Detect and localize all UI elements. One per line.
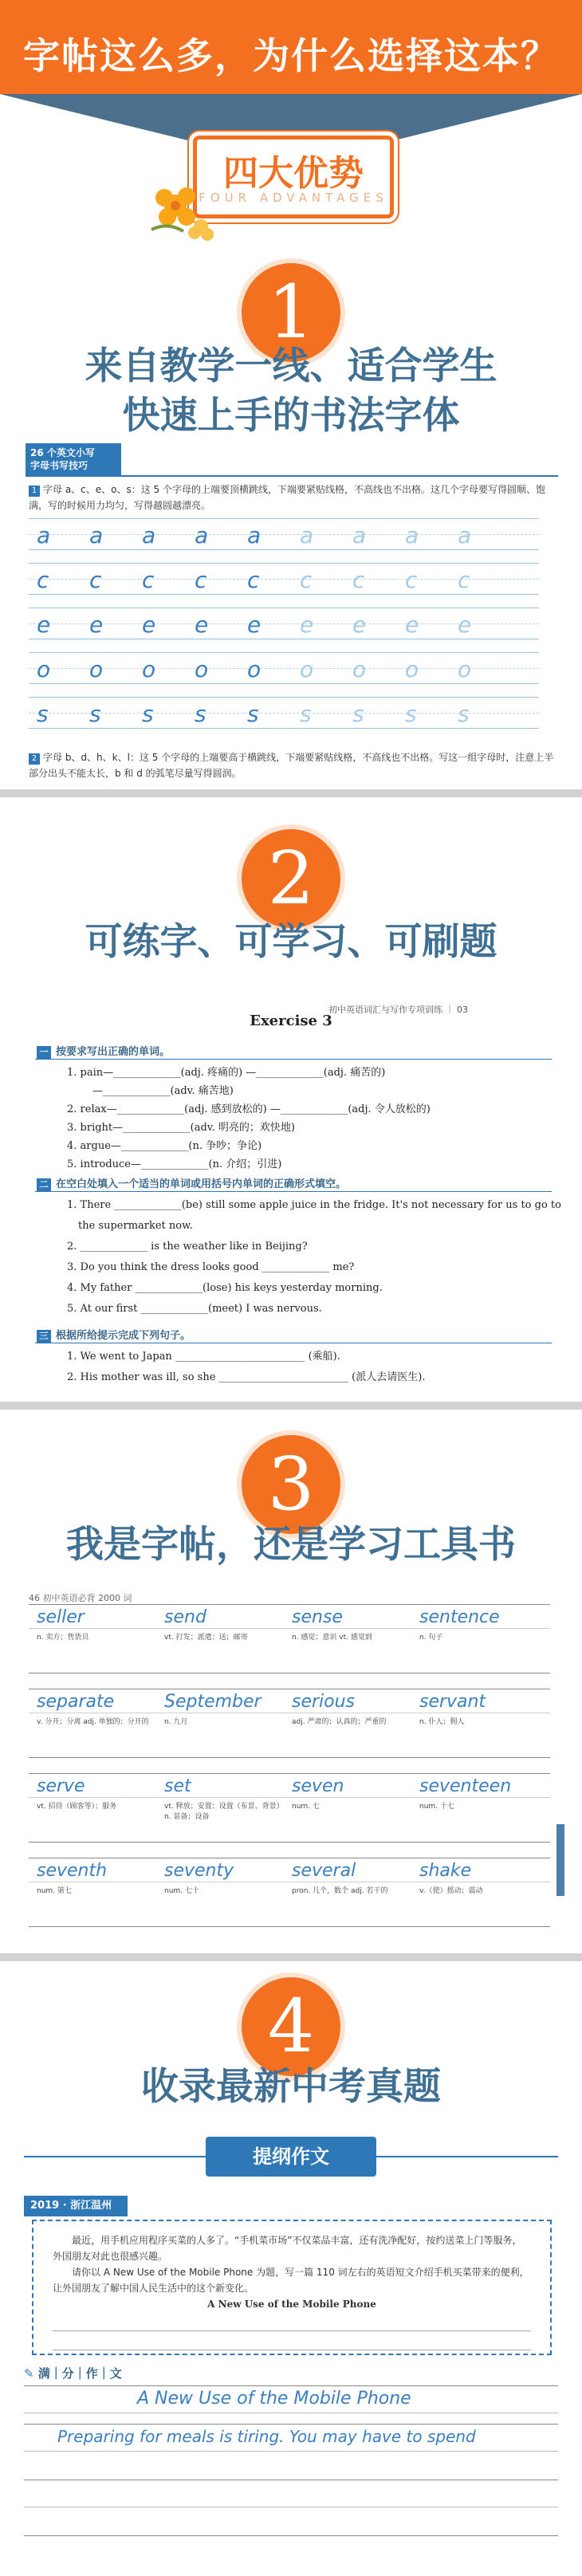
- practice-letter: a: [142, 522, 156, 549]
- exercise-2-item: the supermarket now.: [78, 1220, 193, 1232]
- practice-letter: a: [300, 522, 314, 549]
- hw-line: [24, 2451, 558, 2452]
- exercise-2-item: 1. There _____________(be) still some apple juice in the fridge. It's not necessary for us to go to: [67, 1199, 561, 1211]
- section-3-number: 3: [242, 1435, 340, 1534]
- word-entry: sense: [292, 1607, 343, 1627]
- tag-line1: 26 个英文小写: [30, 447, 95, 458]
- heading-2-rule: [35, 1191, 552, 1192]
- side-tab: [556, 1824, 564, 1896]
- tip-paragraph-1: [29, 482, 555, 513]
- practice-letter: e: [37, 612, 51, 638]
- letter-row: [29, 518, 539, 550]
- practice-letter: s: [37, 701, 49, 727]
- practice-letter: o: [300, 656, 314, 682]
- word-definition: n. 感觉；意识 vt. 感觉到: [292, 1634, 372, 1642]
- letter-row: [29, 563, 539, 595]
- exercise-heading-1: [37, 1043, 170, 1059]
- prompt-essay-title: A New Use of the Mobile Phone: [207, 2299, 376, 2310]
- prompt-paragraph-2: 请你以 A New Use of the Mobile Phone 为题，写一篇 110 词左右的英语短文介绍手机买菜带来的便利，让外国朋友了解中国人民生活中的这个新变化。: [53, 2267, 529, 2294]
- practice-letter: s: [458, 701, 470, 727]
- handwritten-title: A New Use of the Mobile Phone: [137, 2389, 411, 2409]
- word-definition: n. 卖方；售货员: [37, 1634, 89, 1642]
- word-row-rule: [29, 1604, 550, 1605]
- word-entry: set: [164, 1776, 191, 1796]
- divider-3: [0, 1953, 582, 1961]
- essay-type-tag: 提纲作文: [206, 2137, 376, 2177]
- tip-text-2: 字母 b、d、h、k、l：这 5 个字母的上端要高于横跳线，下端要紧贴线格，不高线也不出格。写这一组字母时，注意上半部分出头不能太长，b 和 d 的弧笔尽量写得圆润。: [29, 752, 554, 779]
- hw-line: [24, 2535, 558, 2536]
- practice-letter: c: [458, 567, 470, 593]
- word-definition: vt. 招待（顾客等）；服务: [37, 1803, 117, 1811]
- practice-letter: o: [352, 656, 367, 682]
- tip-number-1: 1: [29, 486, 40, 497]
- word-definition: adj. 严肃的；认真的；严重的: [292, 1718, 387, 1726]
- heading-2-text: 在空白处填入一个适当的单词或用括号内单词的正确形式填空。: [56, 1178, 347, 1190]
- practice-letter: e: [89, 612, 104, 638]
- word-row-rule: [29, 1926, 550, 1927]
- section-3-title: 我是字帖，还是学习工具书: [66, 1523, 516, 1567]
- word-entry: separate: [37, 1692, 115, 1712]
- word-entry: seven: [292, 1776, 344, 1796]
- word-entry: September: [164, 1692, 262, 1712]
- practice-letter: e: [458, 612, 472, 638]
- exercise-heading-3: [37, 1327, 191, 1343]
- letter-tips-tag: [26, 443, 121, 475]
- top-banner: [0, 0, 582, 94]
- section-1-title-line1: 来自教学一线、适合学生: [85, 344, 497, 388]
- practice-letter: a: [37, 522, 51, 549]
- hw-line: [24, 2424, 558, 2425]
- practice-letter: o: [195, 656, 209, 682]
- practice-letter: o: [247, 656, 262, 682]
- practice-letter: a: [352, 522, 367, 549]
- word-entry: seventeen: [419, 1776, 512, 1796]
- tip-text-1: 字母 a、c、e、o、s：这 5 个字母的上端要顶横跳线，下端要紧贴线格，不高线也不出格。这几个字母要写得圆顺、饱满，写的时候用力均匀，写得越圆越漂亮。: [29, 484, 546, 511]
- word-entry: seventh: [37, 1861, 108, 1881]
- practice-letter: s: [142, 701, 154, 727]
- flower-decoration-icon: [144, 174, 223, 246]
- advantages-subtitle: FOUR ADVANTAGES: [199, 191, 388, 205]
- letter-row: [29, 697, 539, 729]
- section-1-number: 1: [242, 263, 340, 362]
- practice-letter: e: [142, 612, 156, 638]
- word-entry: shake: [419, 1861, 472, 1881]
- prompt-paragraph-1: 最近，用手机应用程序买菜的人多了。“手机菜市场”不仅菜品丰富，还有洗净配好，按约送菜上门等服务，外国朋友对此也很感兴趣。: [53, 2235, 522, 2262]
- practice-letter: c: [37, 567, 49, 593]
- divider-1: [0, 789, 582, 797]
- practice-letter: e: [352, 612, 367, 638]
- exercise-1-item: 3. bright—_____________(adv. 明亮的；欢快地): [67, 1122, 295, 1134]
- word-definition: vt. 释放；安置；设置（布景、背景） n. 装备；设备: [164, 1803, 284, 1821]
- practice-letter: s: [89, 701, 101, 727]
- banner-title: 字帖这么多，为什么选择这本？: [23, 34, 559, 77]
- tip-number-2: 2: [29, 753, 40, 765]
- practice-letter: e: [405, 612, 419, 638]
- practice-letter: o: [405, 656, 419, 682]
- section-2-title: 可练字、可学习、可刷题: [85, 920, 497, 964]
- word-definition: n. 句子: [419, 1634, 443, 1642]
- practice-letter: s: [405, 701, 417, 727]
- word-definition: num. 七十: [164, 1887, 199, 1895]
- word-definition: vt. 打发；派遣；送；邮寄: [164, 1634, 248, 1642]
- practice-letter: s: [300, 701, 312, 727]
- exercise-3-item: 1. We went to Japan _________________________ (乘船).: [67, 1351, 340, 1363]
- heading-1-text: 按要求写出正确的单词。: [56, 1046, 171, 1058]
- practice-letter: c: [89, 567, 102, 593]
- exercise-1-item: 2. relax—_____________(adj. 感到放松的) —_____________(adj. 令人放松的): [67, 1103, 431, 1115]
- word-definition: v.（使）摇动；震动: [419, 1887, 483, 1895]
- prompt-answer-line: [53, 2331, 531, 2350]
- advantages-title: 四大优势: [223, 153, 364, 194]
- word-definition: num. 第七: [37, 1887, 72, 1895]
- practice-letter: c: [247, 567, 260, 593]
- exercise-running-head: 初中英语词汇与写作专项训练 ｜ 03: [328, 1005, 468, 1015]
- essay-prompt-box: [32, 2220, 552, 2355]
- word-row-rule: [29, 1628, 550, 1629]
- hw-line: [24, 2385, 558, 2386]
- word-entry: servant: [419, 1692, 486, 1712]
- word-definition: n. 九月: [164, 1718, 188, 1726]
- word-entry: serve: [37, 1776, 85, 1796]
- heading-2-marker: 二: [37, 1178, 51, 1191]
- word-definition: num. 七: [292, 1803, 320, 1811]
- practice-letter: c: [195, 567, 207, 593]
- heading-3-text: 根据所给提示完成下列句子。: [56, 1330, 191, 1342]
- practice-letter: o: [458, 656, 472, 682]
- practice-letter: s: [247, 701, 259, 727]
- section-1-title-line2: 快速上手的书法字体: [122, 394, 460, 438]
- practice-letter: c: [300, 567, 313, 593]
- word-row-rule: [29, 1797, 550, 1798]
- word-definition: num. 十七: [419, 1803, 454, 1811]
- tag-underline: [26, 475, 558, 477]
- heading-3-marker: 三: [37, 1330, 51, 1343]
- tip-paragraph-2: [29, 749, 555, 781]
- section-2-number: 2: [242, 829, 340, 928]
- exercise-2-item: 5. At our first _____________(meet) I was nervous.: [67, 1303, 322, 1315]
- practice-letter: o: [37, 656, 51, 682]
- exercise-1-item: 5. introduce—_____________(n. 介绍；引进): [67, 1158, 282, 1170]
- practice-letter: a: [405, 522, 419, 549]
- practice-letter: c: [405, 567, 418, 593]
- practice-letter: a: [195, 522, 209, 549]
- word-row-rule: [29, 1773, 550, 1774]
- practice-letter: a: [458, 522, 472, 549]
- practice-letter: s: [195, 701, 206, 727]
- pen-icon: ✎: [24, 2366, 38, 2381]
- word-entry: send: [164, 1607, 206, 1627]
- word-entry: several: [292, 1861, 356, 1881]
- word-entry: serious: [292, 1692, 356, 1712]
- prompt-answer-line: [53, 2312, 531, 2331]
- section-4-title: 收录最新中考真题: [141, 2065, 441, 2109]
- word-row-rule: [29, 1757, 550, 1758]
- exam-year-tag: 2019 · 浙江温州: [24, 2196, 128, 2216]
- handwritten-first-line: Preparing for meals is tiring. You may have to spend: [57, 2427, 476, 2446]
- letter-row: [29, 652, 539, 684]
- exercise-3-item: 2. His mother was ill, so she _________________________ (派人去请医生).: [67, 1371, 426, 1383]
- practice-letter: s: [352, 701, 364, 727]
- exercise-2-item: 4. My father _____________(lose) his keys yesterday morning.: [67, 1282, 383, 1294]
- word-entry: sentence: [419, 1607, 500, 1627]
- heading-1-marker: 一: [37, 1046, 51, 1059]
- model-essay-label-text: 满｜分｜作｜文: [37, 2366, 122, 2381]
- practice-letter: o: [142, 656, 156, 682]
- exercise-1-item: —_____________(adv. 痛苦地): [92, 1085, 234, 1097]
- practice-letter: e: [247, 612, 262, 638]
- tag-line2: 字母书写技巧: [30, 460, 88, 471]
- word-definition: pron. 几个，数个 adj. 若干的: [292, 1887, 388, 1895]
- wordbook-page-header: 46 初中英语必背 2000 词: [29, 1593, 132, 1603]
- exercise-title: Exercise 3: [250, 1013, 332, 1029]
- section-4-number: 4: [242, 1977, 340, 2076]
- practice-letter: e: [300, 612, 314, 638]
- word-entry: seventy: [164, 1861, 234, 1881]
- practice-letter: o: [89, 656, 104, 682]
- exercise-2-item: 2. _____________ is the weather like in Beijing?: [67, 1241, 308, 1253]
- practice-letter: a: [247, 522, 262, 549]
- divider-2: [0, 1402, 582, 1410]
- word-definition: n. 仆人；佣人: [419, 1718, 465, 1726]
- practice-letter: e: [195, 612, 209, 638]
- practice-letter: a: [89, 522, 104, 549]
- word-row-rule: [29, 1842, 550, 1843]
- exercise-heading-2: [37, 1175, 346, 1191]
- exercise-2-item: 3. Do you think the dress looks good _____________ me?: [67, 1261, 355, 1273]
- heading-1-rule: [35, 1059, 552, 1060]
- letter-row: [29, 608, 539, 639]
- practice-letter: c: [352, 567, 365, 593]
- model-essay-label: [24, 2365, 122, 2381]
- word-definition: v. 分开；分离 adj. 单独的；分开的: [37, 1718, 149, 1726]
- word-entry: seller: [37, 1607, 85, 1627]
- exercise-1-item: 4. argue—_____________(n. 争吵；争论): [67, 1140, 262, 1152]
- practice-letter: c: [142, 567, 155, 593]
- exercise-1-item: 1. pain—_____________(adj. 疼痛的) —_____________(adj. 痛苦的): [67, 1067, 386, 1079]
